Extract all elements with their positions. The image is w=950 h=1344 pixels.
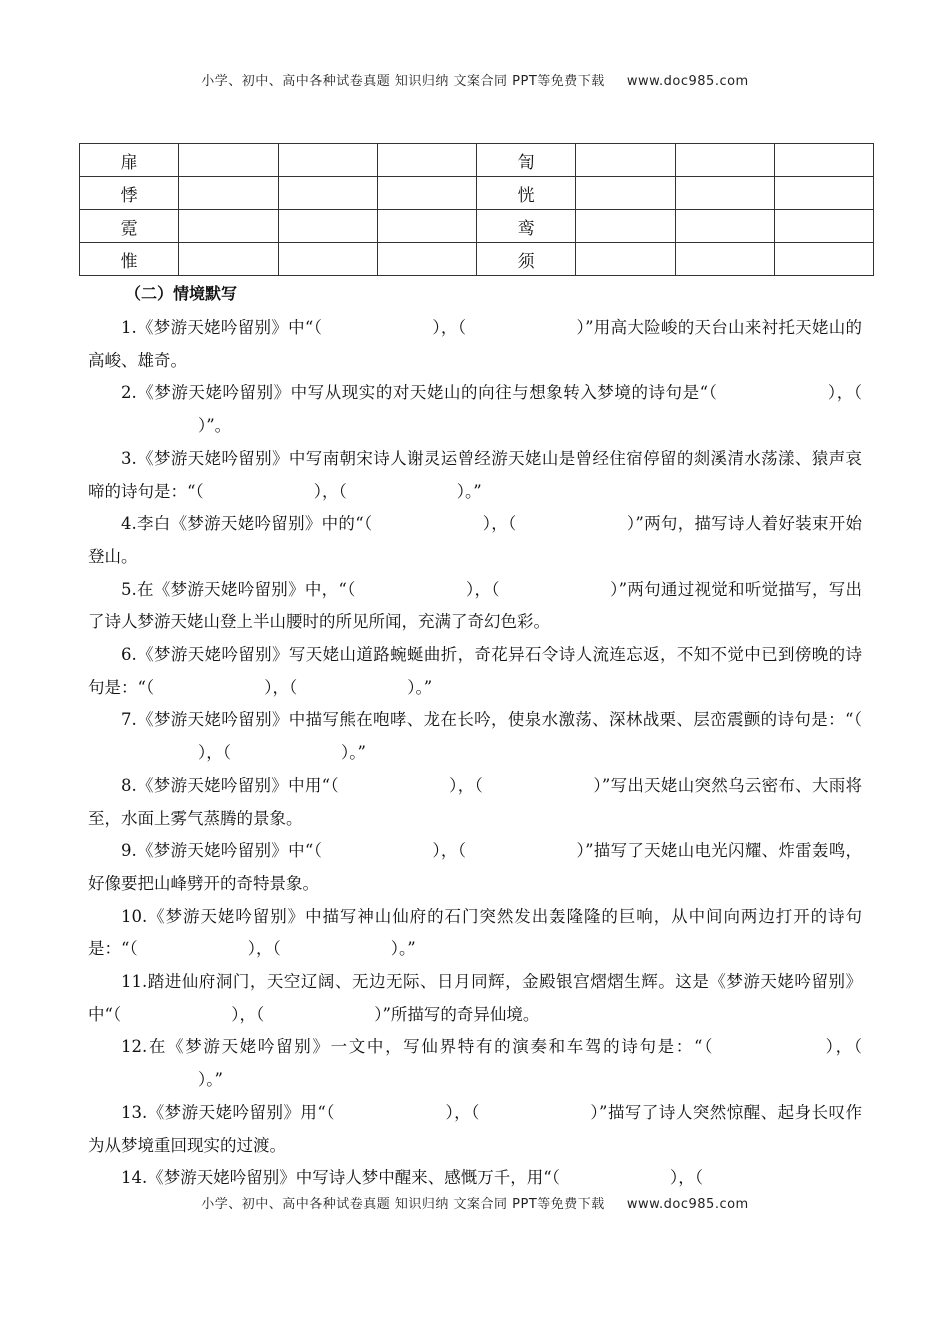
character-table	[79, 143, 874, 276]
question-middle: ），（	[313, 481, 347, 501]
question-middle: ），（	[669, 1168, 703, 1188]
question-suffix: ）”两句通过视觉和听觉描写，写出了诗人梦游天姥山登上半山腰时的所见所闻，充满了奇幻色彩。	[88, 579, 863, 632]
question-prefix: 12.在《梦游天姥吟留别》一文中，写仙界特有的演奏和车驾的诗句是：“（	[121, 1037, 714, 1057]
blank-cell[interactable]	[377, 144, 476, 177]
blank-cell[interactable]	[675, 177, 774, 210]
blank-cell[interactable]	[774, 144, 873, 177]
question-item	[88, 312, 862, 377]
question-suffix: ）。”	[198, 1070, 223, 1090]
question-item	[88, 770, 862, 835]
char-cell: 扉	[80, 144, 179, 177]
question-prefix: 1.《梦游天姥吟留别》中“（	[121, 318, 323, 337]
question-suffix: ）”写出天姥山突然乌云密布、大雨将至，水面上雾气蒸腾的景象。	[88, 775, 863, 828]
question-middle: ），（	[231, 1004, 265, 1024]
blank-cell[interactable]	[576, 144, 675, 177]
blank-cell[interactable]	[377, 177, 476, 210]
header-url[interactable]: www.doc985.com	[626, 74, 749, 89]
question-suffix: ）”用高大险峻的天台山来衬托天姥山的高峻、雄奇。	[88, 318, 863, 370]
question-prefix: 14.《梦游天姥吟留别》中写诗人梦中醒来、感慨万千，用“（	[121, 1168, 560, 1188]
blank-cell[interactable]	[278, 243, 377, 276]
question-suffix: ）”描写了诗人突然惊醒、起身长叹作为从梦境重回现实的过渡。	[88, 1102, 862, 1155]
footer-url[interactable]: www.doc985.com	[626, 1197, 749, 1212]
section-title: （二）情境默写	[125, 284, 238, 303]
blank-cell[interactable]	[179, 243, 278, 276]
question-middle: ），（	[432, 841, 467, 861]
question-suffix: ）”。	[198, 416, 232, 436]
question-item	[88, 639, 862, 704]
blank-cell[interactable]	[278, 177, 377, 210]
question-suffix: ）。”	[407, 677, 433, 697]
blank-cell[interactable]	[377, 210, 476, 243]
question-suffix: ）”所描写的奇异仙境。	[374, 1004, 540, 1024]
question-item	[88, 508, 862, 573]
question-prefix: 9.《梦游天姥吟留别》中“（	[121, 841, 323, 861]
blank-cell[interactable]	[179, 210, 278, 243]
question-item	[88, 835, 862, 900]
question-item	[88, 1097, 862, 1162]
question-prefix: 10.《梦游天姥吟留别》中描写神山仙府的石门突然发出轰隆隆的巨响，从中间向两边打开的诗句是：“（	[88, 906, 862, 959]
question-middle: ），（	[264, 677, 298, 697]
char-cell: 恍	[477, 177, 576, 210]
question-middle: ），（	[827, 383, 862, 403]
question-item	[88, 1162, 862, 1195]
question-middle: ），（	[448, 775, 484, 795]
blank-cell[interactable]	[774, 210, 873, 243]
question-prefix: 11.踏进仙府洞门，天空辽阔、无边无际、日月同辉，金殿银宫熠熠生辉。这是《梦游天姥吟留别》中“（	[88, 972, 862, 1024]
question-suffix: ）。”	[341, 743, 366, 763]
question-middle: ），（	[465, 579, 500, 599]
question-prefix: 5.在《梦游天姥吟留别》中，“（	[121, 579, 356, 599]
char-cell: 惟	[80, 243, 179, 276]
blank-cell[interactable]	[675, 210, 774, 243]
question-middle: ），（	[482, 514, 517, 534]
question-prefix: 4.李白《梦游天姥吟留别》中的“（	[121, 514, 373, 534]
table-row	[80, 144, 874, 177]
question-prefix: 3.《梦游天姥吟留别》中写南朝宋诗人谢灵运曾经游天姥山是曾经住宿停留的剡溪清水荡漾、猿声哀啼的诗句是：“（	[88, 448, 862, 501]
question-item	[88, 443, 862, 508]
blank-cell[interactable]	[179, 144, 278, 177]
char-cell: 霓	[80, 210, 179, 243]
question-middle: ），（	[198, 743, 231, 763]
blank-cell[interactable]	[179, 177, 278, 210]
char-cell: 须	[477, 243, 576, 276]
blank-cell[interactable]	[377, 243, 476, 276]
page-footer	[0, 1193, 950, 1212]
question-suffix: ）。”	[456, 481, 482, 501]
page-header	[0, 70, 950, 89]
table-row	[80, 177, 874, 210]
question-suffix: ）。”	[390, 939, 416, 959]
footer-text: 小学、初中、高中各种试卷真题 知识归纳 文案合同 PPT等免费下载	[201, 1197, 605, 1212]
table-row	[80, 210, 874, 243]
blank-cell[interactable]	[675, 243, 774, 276]
question-item	[88, 704, 862, 769]
blank-cell[interactable]	[278, 210, 377, 243]
question-item	[88, 901, 862, 966]
question-prefix: 8.《梦游天姥吟留别》中用“（	[121, 775, 339, 795]
question-prefix: 13.《梦游天姥吟留别》用“（	[121, 1102, 335, 1122]
question-prefix: 6.《梦游天姥吟留别》写天姥山道路蜿蜒曲折，奇花异石令诗人流连忘返，不知不觉中已到傍晚的诗句是：“（	[88, 645, 862, 697]
question-middle: ），（	[432, 318, 467, 337]
question-prefix: 7.《梦游天姥吟留别》中描写熊在咆哮、龙在长吟，使泉水激荡、深林战栗、层峦震颤的诗句是：“（	[121, 710, 862, 730]
question-middle: ），（	[247, 939, 281, 959]
blank-cell[interactable]	[774, 177, 873, 210]
question-middle: ），（	[445, 1102, 480, 1122]
blank-cell[interactable]	[675, 144, 774, 177]
header-text: 小学、初中、高中各种试卷真题 知识归纳 文案合同 PPT等免费下载	[201, 74, 605, 89]
question-prefix: 2.《梦游天姥吟留别》中写从现实的对天姥山的向往与想象转入梦境的诗句是“（	[121, 383, 718, 403]
blank-cell[interactable]	[576, 210, 675, 243]
question-middle: ），（	[823, 1037, 862, 1057]
question-suffix: ）”描写了天姥山电光闪耀、炸雷轰鸣，好像要把山峰劈开的奇特景象。	[88, 841, 863, 893]
char-cell: 悸	[80, 177, 179, 210]
question-item	[88, 574, 862, 639]
table-row	[80, 243, 874, 276]
question-list	[88, 312, 862, 1195]
blank-cell[interactable]	[576, 243, 675, 276]
char-cell: 鸾	[477, 210, 576, 243]
blank-cell[interactable]	[576, 177, 675, 210]
blank-cell[interactable]	[774, 243, 873, 276]
blank-cell[interactable]	[278, 144, 377, 177]
question-item	[88, 1031, 862, 1096]
question-item	[88, 377, 862, 442]
question-item	[88, 966, 862, 1031]
char-cell: 訇	[477, 144, 576, 177]
question-suffix: ）”两句，描写诗人着好装束开始登山。	[88, 514, 863, 566]
